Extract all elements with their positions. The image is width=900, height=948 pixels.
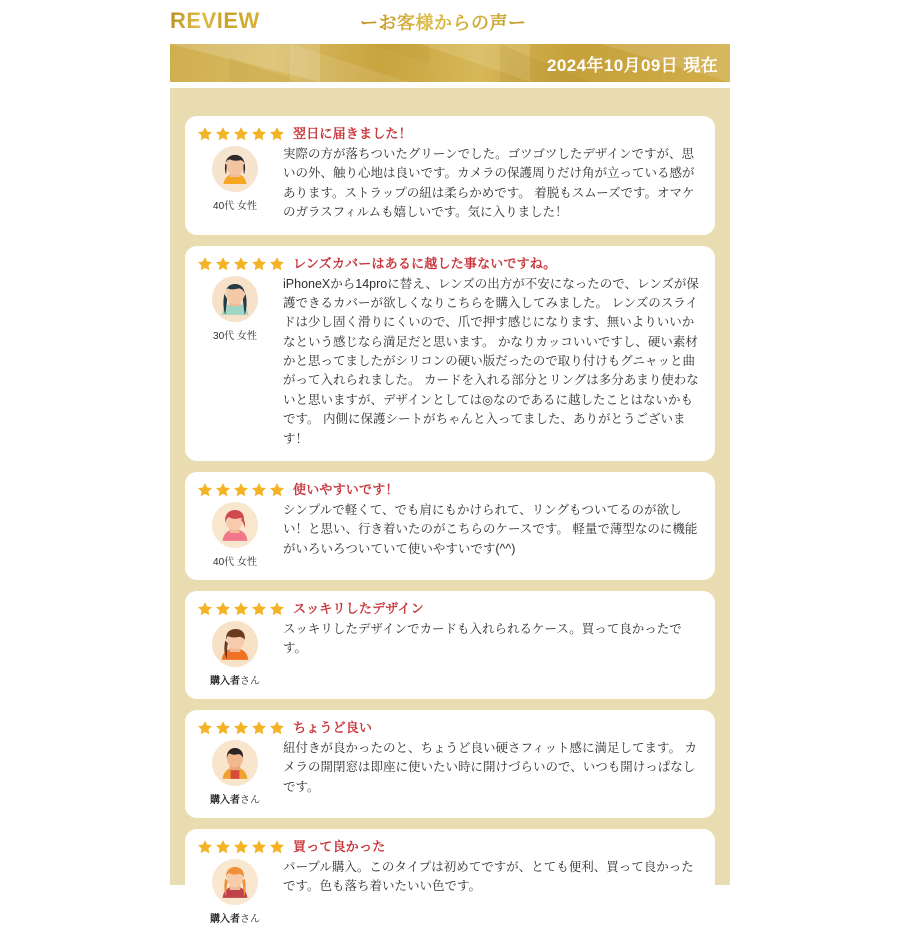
reviewer-block: [197, 274, 273, 342]
review-text: スッキリしたデザインでカードも入れられるケース。買って良かったです。: [283, 621, 682, 656]
reviewer-label: 購入者さん: [210, 913, 260, 925]
band-facet: [370, 44, 430, 64]
reviewer-label: 40代 女性: [213, 556, 257, 568]
reviewer-label: 30代 女性: [213, 330, 257, 342]
review-text: 紐付きが良かったのと、ちょうど良い硬さフィット感に満足してます。 カメラの開閉窓は即座に使いたい時に開けづらいので、いつも開けっぱなしです。: [283, 740, 697, 794]
star-rating-icon: [197, 720, 285, 736]
reviewer-block: [197, 144, 273, 212]
reviewer-label: 購入者さん: [210, 675, 260, 687]
avatar: [212, 146, 258, 192]
review-card: [185, 710, 715, 818]
band-facet: [230, 58, 300, 82]
review-body: [197, 857, 701, 925]
rating-row: [197, 482, 701, 498]
review-body: [197, 274, 701, 449]
star-rating-icon: [197, 256, 285, 272]
review-list: [185, 116, 715, 948]
reviewer-label: 購入者さん: [210, 794, 260, 806]
review-body: [197, 500, 701, 568]
rating-row: [197, 126, 701, 142]
star-rating-icon: [197, 126, 285, 142]
reviewer-block: [197, 857, 273, 925]
review-body: [197, 619, 701, 687]
review-body: [197, 144, 701, 223]
avatar: [212, 740, 258, 786]
page-subtitle: ーお客様からの声ー: [360, 9, 527, 35]
review-title: スッキリしたデザイン: [293, 601, 424, 617]
star-rating-icon: [197, 601, 285, 617]
review-text: シンプルで軽くて、でも肩にもかけられて、リングもついてるのが欲しい！と思い、行き着いたのがこちらのケースです。 軽量で薄型なのに機能がいろいろついていて使いやすいです(^^): [283, 502, 698, 556]
avatar: [212, 859, 258, 905]
review-card: [185, 591, 715, 699]
review-title: ちょうど良い: [293, 720, 373, 736]
avatar: [212, 502, 258, 548]
review-title: 買って良かった: [293, 839, 386, 855]
review-text: iPhoneXから14proに替え、レンズの出方が不安になったので、レンズが保護できるカバーが欲しくなりこちらを購入してみました。 レンズのスライドは少し固く滑りにくいので、爪で押す感じになります、無いよりいいかなという感じなら満足だと思います。 かなりカッコいいですし、硬い素材かと思ってましたがシリコンの硬い版だったので取り付けもグニャッと曲がって入れられました。 カードを入れる部分とリングは多分あまり使わないと思いますが、デザインとしては◎なのであるに越したことはないかもです。 内側に保護シートがちゃんと入ってました、ありがとうございます！: [283, 276, 699, 446]
review-text: パープル購入。このタイプは初めてですが、とても便利、買って良かったです。色も落ち着いたいい色です。: [283, 859, 694, 894]
avatar: [212, 276, 258, 322]
rating-row: [197, 720, 701, 736]
page-title: REVIEW: [170, 8, 260, 33]
reviewer-block: [197, 500, 273, 568]
review-card: [185, 116, 715, 235]
reviewer-label: 40代 女性: [213, 201, 257, 212]
avatar: [212, 621, 258, 667]
review-text: 実際の方が落ちついたグリーンでした。ゴツゴツしたデザインですが、思いの外、触り心地は良いです。カメラの保護周りだけ角が立っている感があります。ストラップの紐は柔らかめです。 着脱もスムーズです。オマケのガラスフィルムも嬉しいです。気に入りました！: [283, 147, 695, 220]
review-card: [185, 829, 715, 937]
review-title: 翌日に届きました！: [293, 126, 412, 142]
rating-row: [197, 601, 701, 617]
star-rating-icon: [197, 839, 285, 855]
review-card: [185, 472, 715, 580]
review-card: [185, 246, 715, 461]
rating-row: [197, 839, 701, 855]
date-band: [170, 44, 730, 82]
reviewer-block: [197, 619, 273, 687]
reviewer-block: [197, 738, 273, 806]
review-title: 使いやすいです！: [293, 482, 399, 498]
page-header: [170, 6, 730, 40]
review-body: [197, 738, 701, 806]
as-of-date: 2024年10月09日 現在: [547, 56, 718, 75]
star-rating-icon: [197, 482, 285, 498]
rating-row: [197, 256, 701, 272]
review-title: レンズカバーはあるに越した事ないですね。: [293, 255, 557, 271]
